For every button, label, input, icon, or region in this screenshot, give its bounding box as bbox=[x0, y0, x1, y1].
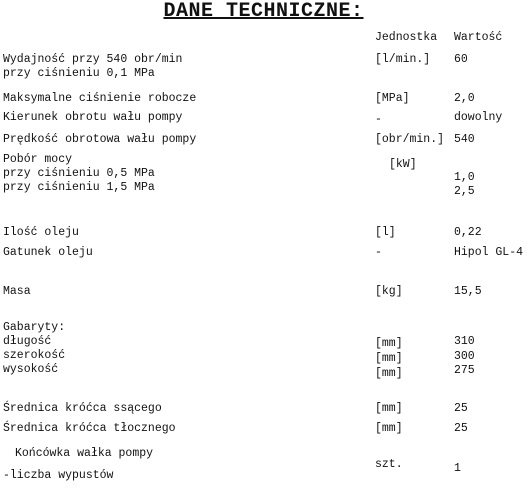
row-value-suction-diameter: 25 bbox=[454, 402, 468, 415]
row-unit-oil-type: - bbox=[375, 246, 382, 259]
row-value-power-high: 2,5 bbox=[454, 185, 475, 198]
row-label-rotation-speed: Prędkość obrotowa wału pompy bbox=[3, 133, 197, 146]
row-unit-discharge-diameter: [mm] bbox=[375, 422, 403, 435]
row-label-capacity-1: Wydajność przy 540 obr/min bbox=[3, 53, 183, 66]
row-value-max-pressure: 2,0 bbox=[454, 92, 475, 105]
row-value-length: 310 bbox=[454, 335, 475, 348]
row-unit-length: [mm] bbox=[375, 337, 403, 350]
row-label-power-high: przy ciśnieniu 1,5 MPa bbox=[3, 181, 155, 194]
row-label-discharge-diameter: Średnica króćca tłocznego bbox=[3, 422, 176, 435]
row-value-oil-quantity: 0,22 bbox=[454, 226, 482, 239]
row-value-rotation-direction: dowolny bbox=[454, 111, 503, 124]
row-unit-suction-diameter: [mm] bbox=[375, 402, 403, 415]
row-unit-width: [mm] bbox=[375, 352, 403, 365]
row-label-dimensions: Gabaryty: bbox=[3, 321, 66, 334]
row-label-length: długość bbox=[3, 335, 52, 348]
row-value-rotation-speed: 540 bbox=[454, 133, 475, 146]
row-label-height: wysokość bbox=[3, 363, 59, 376]
row-label-width: szerokość bbox=[3, 349, 66, 362]
row-unit-height: [mm] bbox=[375, 367, 403, 380]
row-label-oil-type: Gatunek oleju bbox=[3, 246, 93, 259]
row-value-spline-count: 1 bbox=[454, 462, 461, 475]
row-unit-mass: [kg] bbox=[375, 285, 403, 298]
row-unit-power: [kW] bbox=[389, 158, 417, 171]
row-label-oil-quantity: Ilość oleju bbox=[3, 226, 79, 239]
row-unit-max-pressure: [MPa] bbox=[375, 92, 410, 105]
row-label-capacity-2: przy ciśnieniu 0,1 MPa bbox=[3, 67, 155, 80]
row-label-power-low: przy ciśnieniu 0,5 MPa bbox=[3, 167, 155, 180]
row-label-max-pressure: Maksymalne ciśnienie robocze bbox=[3, 92, 197, 105]
unit-column-header: Jednostka bbox=[375, 31, 438, 44]
row-value-width: 300 bbox=[454, 350, 475, 363]
row-value-mass: 15,5 bbox=[454, 285, 482, 298]
row-label-suction-diameter: Średnica króćca ssącego bbox=[3, 402, 162, 415]
row-label-spline-count: -liczba wypustów bbox=[3, 469, 114, 482]
row-unit-rotation-direction: - bbox=[375, 113, 382, 126]
row-value-discharge-diameter: 25 bbox=[454, 422, 468, 435]
row-unit-oil-quantity: [l] bbox=[375, 226, 396, 239]
spec-title: DANE TECHNICZNE: bbox=[163, 0, 364, 23]
row-label-mass: Masa bbox=[3, 285, 31, 298]
row-unit-capacity: [l/min.] bbox=[375, 53, 431, 66]
row-label-rotation-direction: Kierunek obrotu wału pompy bbox=[3, 111, 183, 124]
row-value-power-low: 1,0 bbox=[454, 171, 475, 184]
row-unit-spline-count: szt. bbox=[375, 458, 403, 471]
row-value-capacity: 60 bbox=[454, 53, 468, 66]
row-label-power: Pobór mocy bbox=[3, 153, 73, 166]
row-value-height: 275 bbox=[454, 364, 475, 377]
row-label-shaft-end: Końcówka wałka pompy bbox=[15, 447, 154, 460]
row-value-oil-type: Hipol GL-4 bbox=[454, 246, 524, 259]
value-column-header: Wartość bbox=[454, 31, 503, 44]
row-unit-rotation-speed: [obr/min.] bbox=[375, 133, 445, 146]
